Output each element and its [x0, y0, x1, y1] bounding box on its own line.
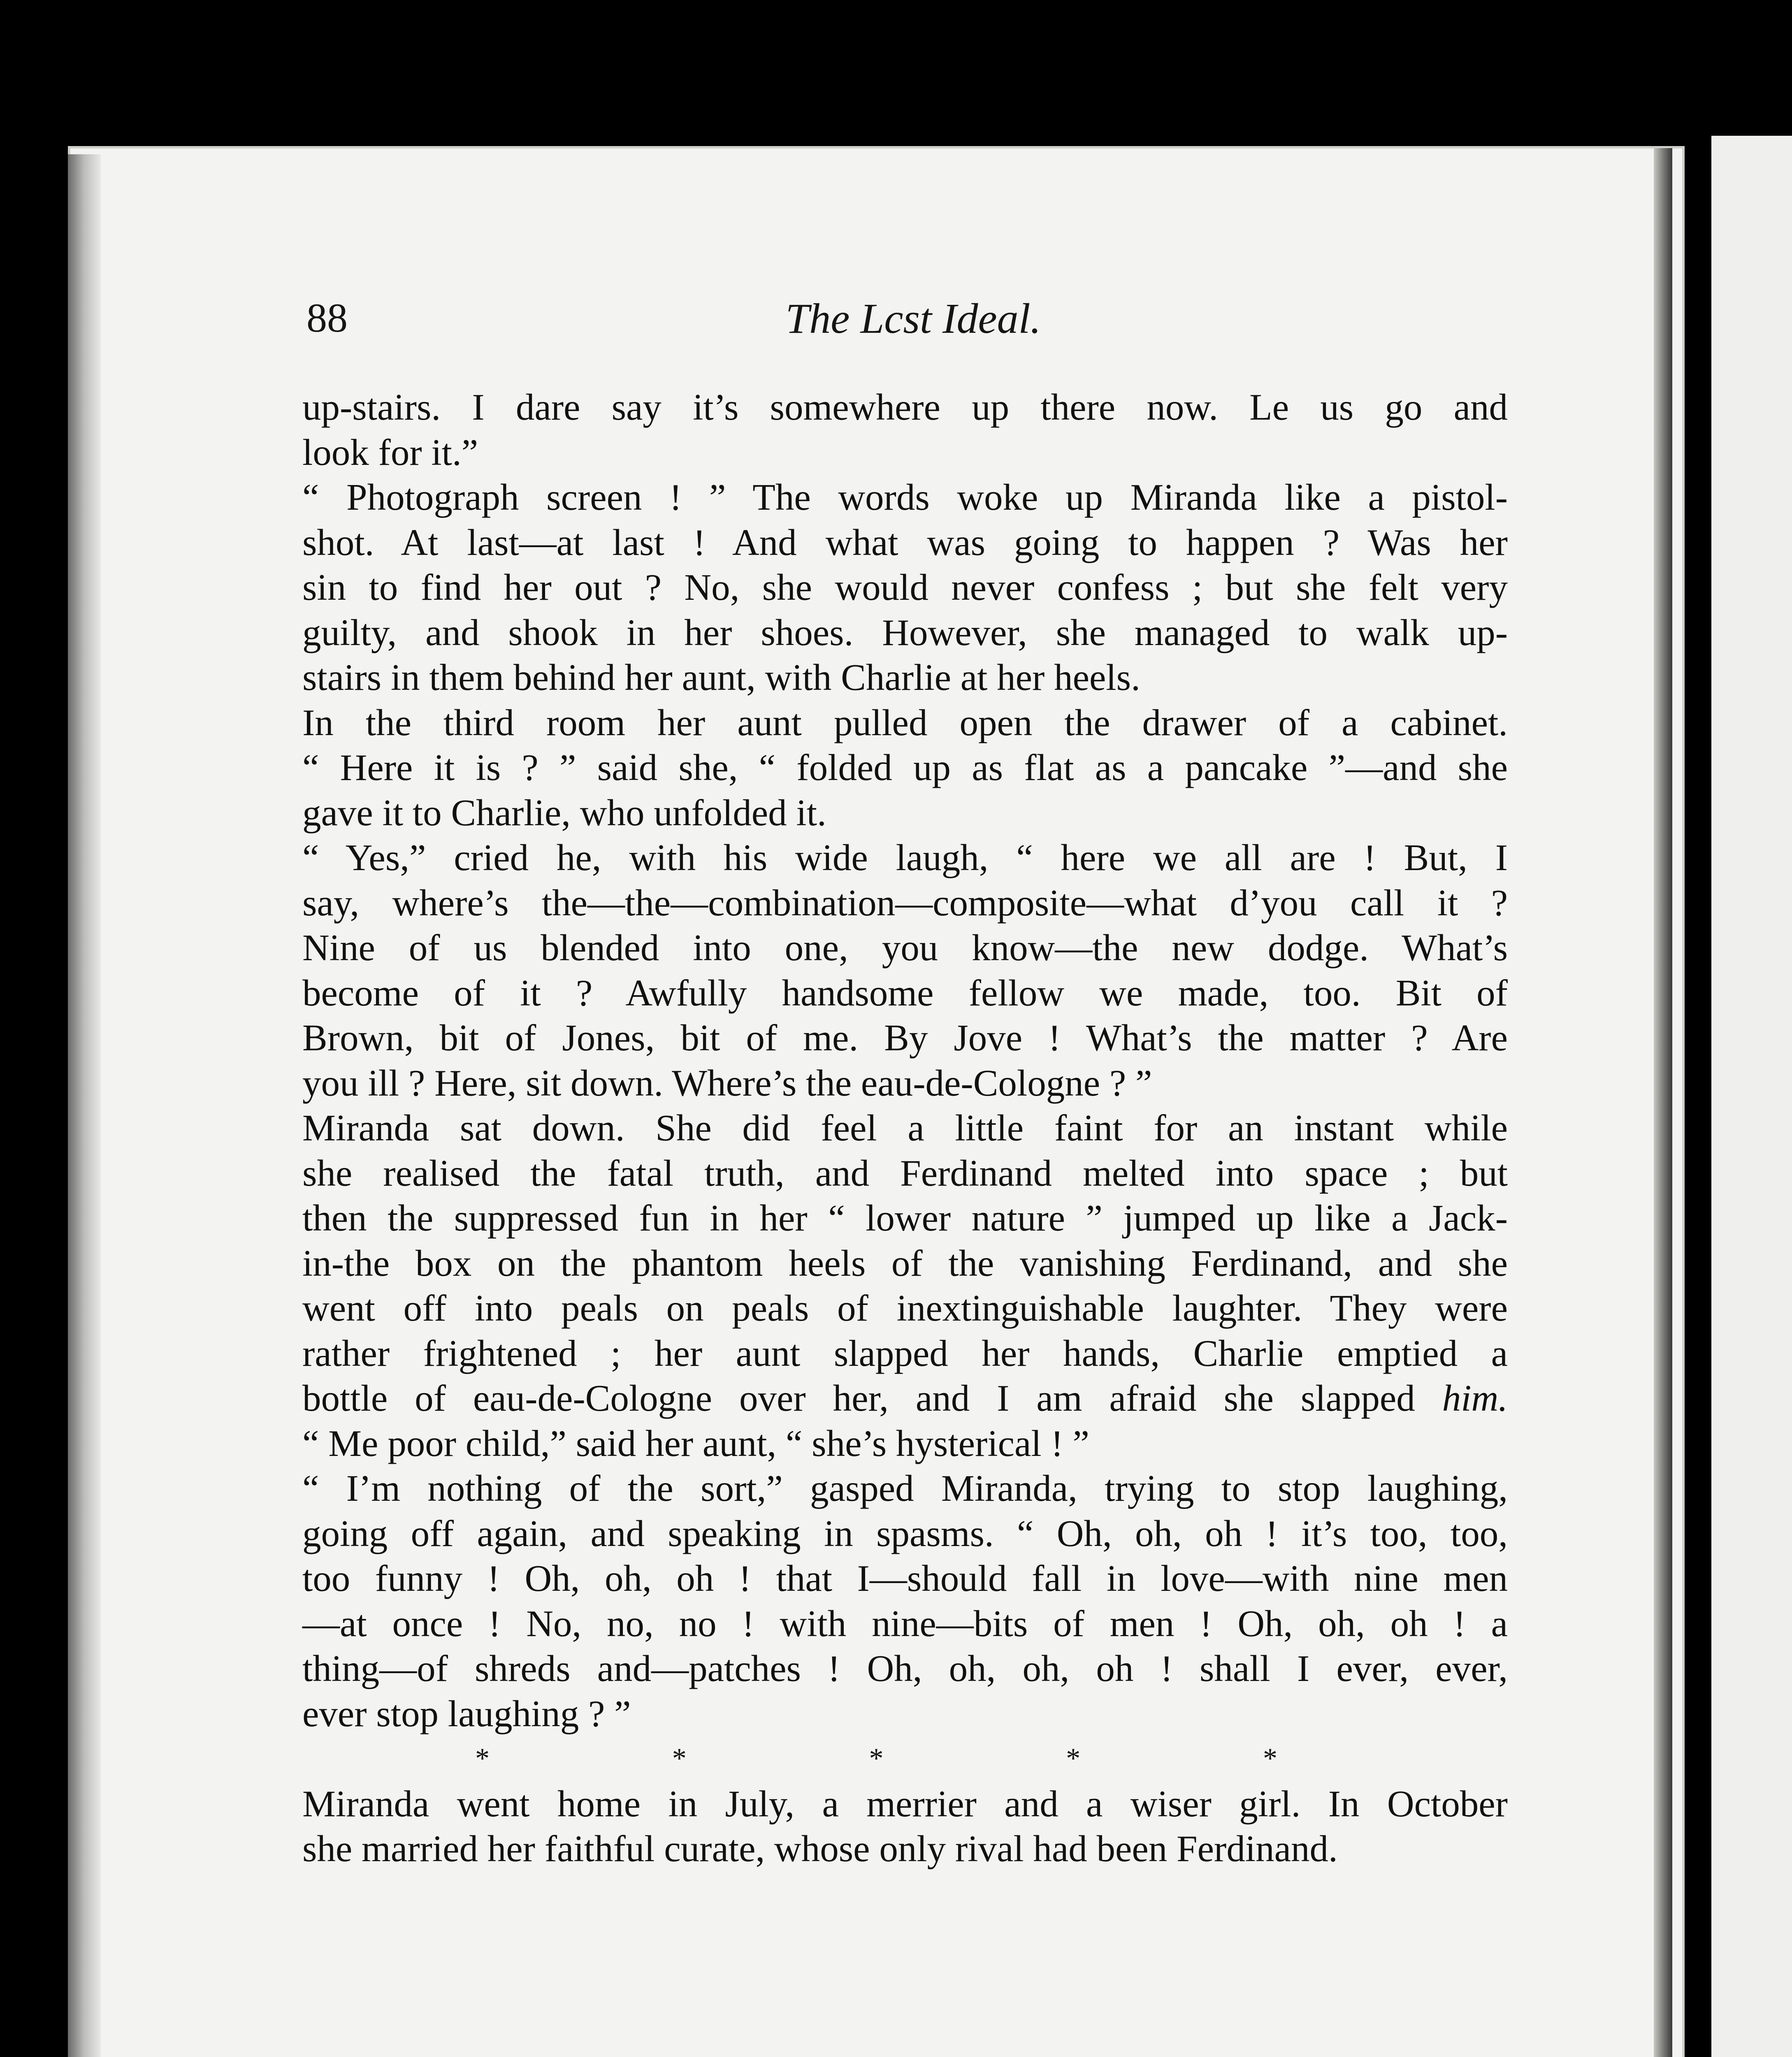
- text-line: [302, 1196, 1508, 1241]
- asterisk: *: [869, 1743, 884, 1774]
- text-line: [302, 1511, 1508, 1556]
- text-line: [302, 925, 1508, 970]
- text-line: [302, 1241, 1508, 1286]
- line-text: In the third room her aunt pulled open the drawer of a cabinet.: [302, 701, 1508, 743]
- text-line: [302, 1601, 1508, 1646]
- asterisk: *: [672, 1743, 687, 1774]
- line-text: —at once ! No, no, no ! with nine—bits of men ! Oh, oh, oh ! a: [302, 1602, 1508, 1644]
- line-text: Brown, bit of Jones, bit of me. By Jove ! What’s the matter ? Are: [302, 1017, 1508, 1059]
- page-edge-shadow: [1654, 148, 1672, 2057]
- line-text: look for it.”: [302, 431, 478, 473]
- line-text: you ill ? Here, sit down. Where’s the eau-de-Cologne ? ”: [302, 1062, 1152, 1104]
- line-text: Miranda went home in July, a merrier and a wiser girl. In October: [302, 1783, 1508, 1825]
- running-head: [306, 294, 1520, 356]
- asterisk: *: [1263, 1743, 1277, 1774]
- line-text: Miranda sat down. She did feel a little faint for an instant while: [302, 1107, 1508, 1149]
- text-line: [302, 1015, 1508, 1061]
- line-text: ever stop laughing ? ”: [302, 1692, 631, 1734]
- line-text: stairs in them behind her aunt, with Charlie at her heels.: [302, 657, 1140, 698]
- text-line: [302, 475, 1508, 520]
- text-line: [302, 565, 1508, 610]
- text-line: [302, 835, 1508, 880]
- line-text: went off into peals on peals of inextinguishable laughter. They were: [302, 1287, 1508, 1329]
- text-line: [302, 1826, 1508, 1871]
- text-line: [302, 1646, 1508, 1691]
- text-line: [302, 430, 1508, 475]
- text-line: [302, 745, 1508, 790]
- text-line: [302, 700, 1508, 745]
- line-text: bottle of eau-de-Cologne over her, and I am afraid she slapped: [302, 1377, 1442, 1419]
- text-line: [302, 385, 1508, 430]
- line-text: then the suppressed fun in her “ lower nature ” jumped up like a Jack-: [302, 1197, 1508, 1239]
- line-text: say, where’s the—the—combination—composite—what d’you call it ?: [302, 882, 1508, 924]
- text-line: [302, 1376, 1508, 1421]
- line-text: shot. At last—at last ! And what was going to happen ? Was her: [302, 521, 1508, 563]
- text-line: [302, 970, 1508, 1016]
- text-line: [302, 1331, 1508, 1376]
- line-text: sin to find her out ? No, she would never confess ; but she felt very: [302, 566, 1508, 608]
- section-break: [302, 1736, 1508, 1781]
- text-line: [302, 1556, 1508, 1601]
- text-line: [302, 1105, 1508, 1151]
- text-line: [302, 520, 1508, 565]
- line-text: “ Yes,” cried he, with his wide laugh, “ here we all are ! But, I: [302, 837, 1508, 878]
- line-text: gave it to Charlie, who unfolded it.: [302, 792, 826, 833]
- text-line: [302, 880, 1508, 926]
- facing-page-edge: [1711, 136, 1792, 2057]
- text-line: [302, 1286, 1508, 1331]
- italic-word: him.: [1442, 1377, 1508, 1419]
- line-text: she married her faithful curate, whose only rival had been Ferdinand.: [302, 1828, 1338, 1869]
- line-text: in-the box on the phantom heels of the vanishing Ferdinand, and she: [302, 1242, 1508, 1284]
- main-paragraphs: [302, 385, 1508, 1736]
- text-line: [302, 1466, 1508, 1511]
- line-text: rather frightened ; her aunt slapped her hands, Charlie emptied a: [302, 1332, 1508, 1374]
- text-line: [302, 655, 1508, 700]
- line-text: guilty, and shook in her shoes. However, she managed to walk up-: [302, 611, 1508, 653]
- line-text: she realised the fatal truth, and Ferdinand melted into space ; but: [302, 1152, 1508, 1194]
- text-line: [302, 1781, 1508, 1827]
- text-line: [302, 1691, 1508, 1737]
- book-title: The Lcst Ideal.: [785, 295, 1041, 342]
- asterisk: *: [475, 1743, 490, 1774]
- text-line: [302, 1421, 1508, 1466]
- text-line: [302, 1061, 1508, 1106]
- line-text: Nine of us blended into one, you know—the new dodge. What’s: [302, 927, 1508, 968]
- line-text: going off again, and speaking in spasms. “ Oh, oh, oh ! it’s too, too,: [302, 1512, 1508, 1554]
- line-text: become of it ? Awfully handsome fellow we made, too. Bit of: [302, 972, 1508, 1014]
- body-text: [302, 385, 1508, 1871]
- page-number: 88: [306, 295, 348, 341]
- asterisk: *: [1066, 1743, 1081, 1774]
- line-text: “ Photograph screen ! ” The words woke up Miranda like a pistol-: [302, 476, 1508, 518]
- closing-paragraph: [302, 1781, 1508, 1871]
- text-line: [302, 1151, 1508, 1196]
- binding-shadow: [68, 154, 101, 2057]
- line-text: up-stairs. I dare say it’s somewhere up there now. Le us go and: [302, 386, 1508, 428]
- text-line: [302, 790, 1508, 836]
- line-text: too funny ! Oh, oh, oh ! that I—should fall in love—with nine men: [302, 1558, 1508, 1599]
- line-text: “ Here it is ? ” said she, “ folded up as flat as a pancake ”—and she: [302, 747, 1508, 788]
- text-line: [302, 610, 1508, 655]
- line-text: “ I’m nothing of the sort,” gasped Miranda, trying to stop laughing,: [302, 1467, 1508, 1509]
- line-text: thing—of shreds and—patches ! Oh, oh, oh, oh ! shall I ever, ever,: [302, 1648, 1508, 1689]
- line-text: “ Me poor child,” said her aunt, “ she’s hysterical ! ”: [302, 1422, 1089, 1464]
